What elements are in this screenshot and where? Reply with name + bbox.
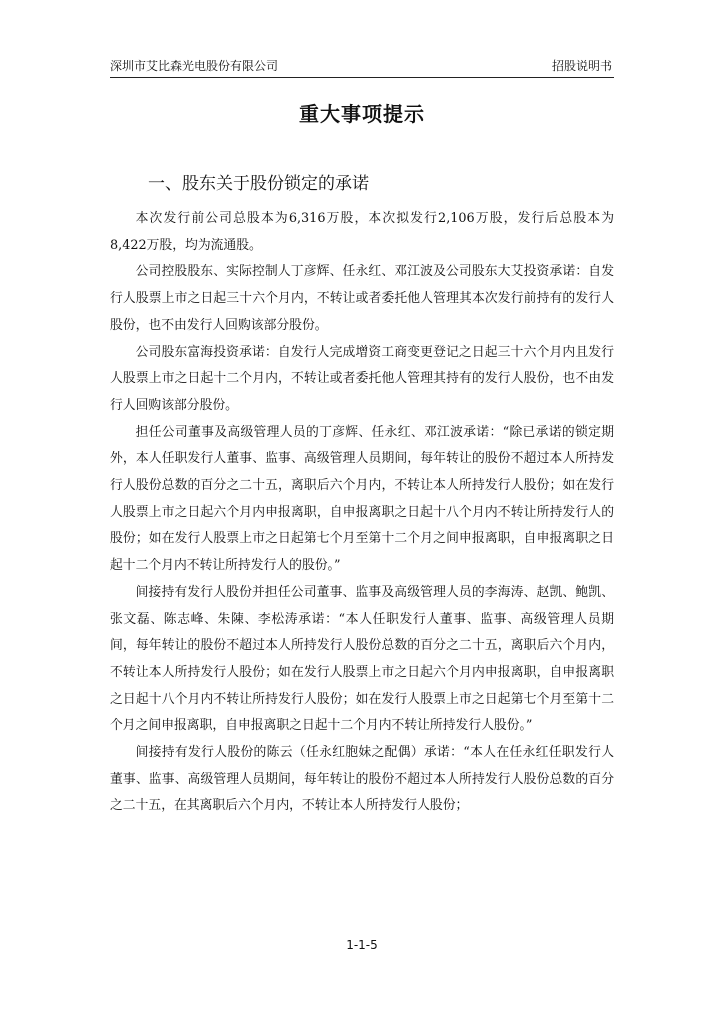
paragraph: 公司控股股东、实际控制人丁彦辉、任永红、邓江波及公司股东大艾投资承诺：自发行人股票上市之日起三十六个月内，不转让或者委托他人管理其本次发行前持有的发行人股份，也不由发行人回购该部分股份。 (110, 264, 614, 333)
paragraph: 本次发行前公司总股本为6,316万股，本次拟发行2,106万股，发行后总股本为8,422万股，均为流通股。 (110, 211, 614, 253)
paragraph: 公司股东富海投资承诺：自发行人完成增资工商变更登记之日起三十六个月内且发行人股票上市之日起十二个月内，不转让或者委托他人管理其持有的发行人股份，也不由发行人回购该部分股份。 (110, 344, 614, 413)
paragraph: 间接持有发行人股份并担任公司董事、监事及高级管理人员的李海涛、赵凯、鲍凯、张文磊、陈志峰、朱陳、李松涛承诺：“本人任职发行人董事、监事、高级管理人员期间，每年转让的股份不超过本人所持发行人股份总数的百分之二十五，离职后六个月内，不转让本人所持发行人股份；如在发行人股票上市之日起六个月内申报离职，自申报离职之日起十八个月内不转让所持发行人股份；如在发行人股票上市之日起第七个月至第十二个月之间申报离职，自申报离职之日起十二个月内不转让所持发行人股份。” (110, 584, 614, 734)
section-heading: 一、股东关于股份锁定的承诺 (148, 174, 369, 194)
paragraph: 间接持有发行人股份的陈云（任永红胞妹之配偶）承诺：“本人在任永红任职发行人董事、监事、高级管理人员期间，每年转让的股份不超过本人所持发行人股份总数的百分之二十五，在其离职后六个月内，不转让本人所持发行人股份； (110, 745, 614, 814)
document-title: 重大事项提示 (299, 102, 425, 126)
body-text (110, 206, 614, 820)
page-header (110, 57, 614, 78)
page-number: 1-1-5 (346, 938, 378, 952)
header-document-type: 招股说明书 (551, 59, 612, 73)
paragraph: 担任公司董事及高级管理人员的丁彦辉、任永红、邓江波承诺：“除已承诺的锁定期外，本人任职发行人董事、监事、高级管理人员期间，每年转让的股份不超过本人所持发行人股份总数的百分之二十五，离职后六个月内，不转让本人所持发行人股份；如在发行人股票上市之日起六个月内申报离职，自申报离职之日起十八个月内不转让所持发行人的股份；如在发行人股票上市之日起第七个月至第十二个月之间申报离职，自申报离职之日起十二个月内不转让所持发行人的股份。” (110, 424, 614, 574)
header-company-name: 深圳市艾比森光电股份有限公司 (110, 59, 279, 73)
